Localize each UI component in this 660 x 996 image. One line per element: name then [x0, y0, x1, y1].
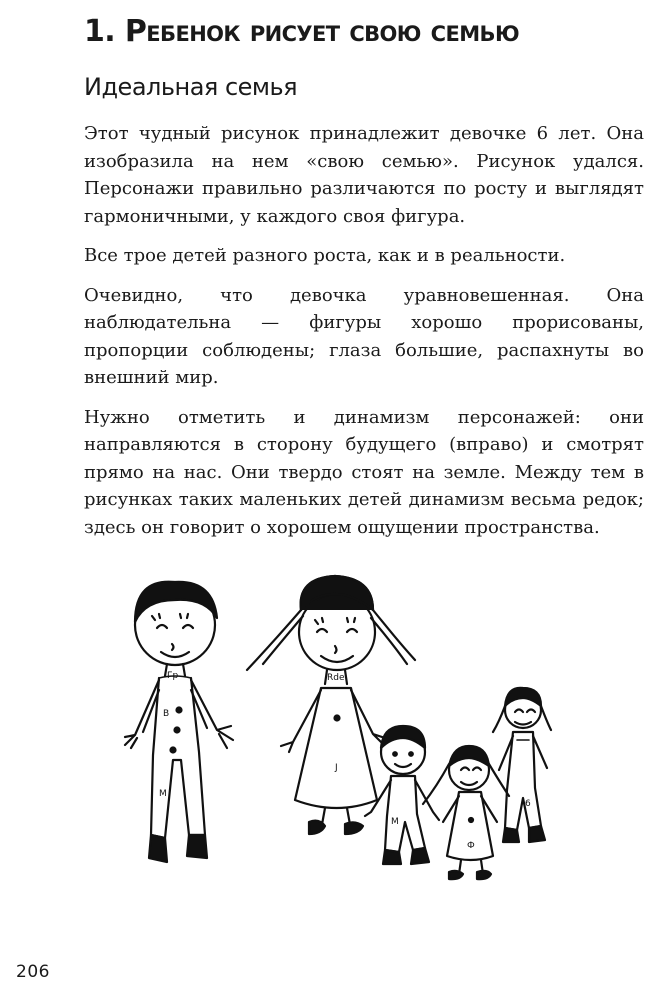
label-mama-body: J — [335, 763, 338, 773]
child-2-figure — [423, 746, 509, 879]
paragraph-1: Этот чудный рисунок принадлежит девочке 6 лет. Она изобразила на нем «свою семью». Рисунок удался. Персонажи правильно различаются по росту и выглядят гармоничными, у каждого своя фигура. — [84, 123, 644, 227]
father-figure — [125, 582, 233, 862]
label-child-1: M — [391, 817, 399, 827]
paragraph-3: Очевидно, что девочка уравновешенная. Она наблюдательна — фигуры хорошо прорисованы, пропорции соблюдены; глаза большие, распахнуты во внешний мир. — [84, 284, 644, 388]
label-papa-leg: М — [159, 789, 167, 799]
chapter-title: 1. Ребенок рисует свою семью — [84, 14, 519, 49]
paragraph-2: Все трое детей разного роста, как и в реальности. — [84, 245, 566, 266]
section-title: Идеальная семья — [84, 73, 298, 101]
label-papa-scarf: Гр — [167, 671, 179, 681]
label-mama-scarf: Rde — [327, 673, 345, 683]
label-child-2: Ф — [467, 841, 475, 851]
page-number: 206 — [16, 962, 50, 982]
paragraph-4: Нужно отметить и динамизм персонажей: они направляются в сторону будущего (вправо) и смотрят прямо на нас. Они твердо стоят на земле. Между тем в рисунках таких маленьких детей динамизм весьма редок; здесь он говорит о хорошем ощущении пространства. — [84, 406, 644, 538]
family-drawing — [115, 560, 555, 890]
label-child-3: 6 — [525, 799, 531, 809]
body-text — [84, 120, 644, 553]
label-papa-body: В — [163, 709, 170, 719]
child-3-figure — [493, 688, 551, 842]
